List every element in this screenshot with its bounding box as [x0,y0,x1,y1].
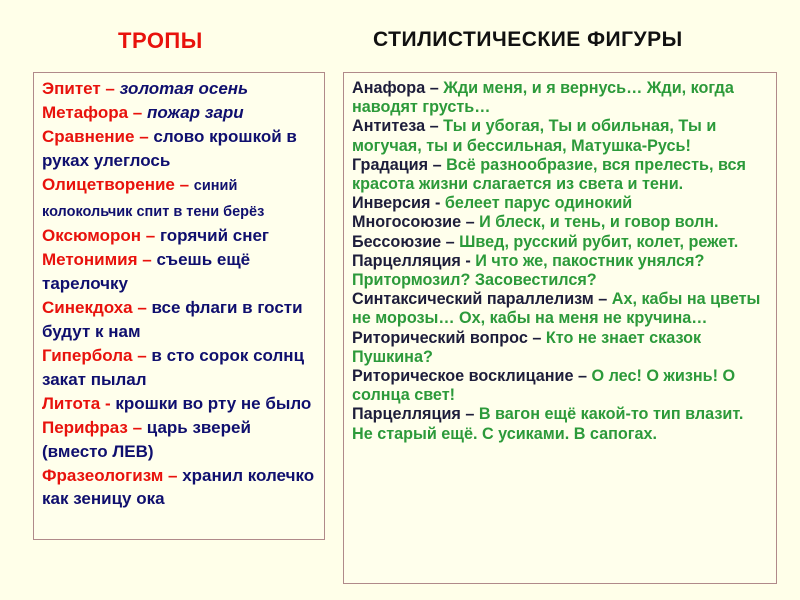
figure-rhetorical-question: Риторический вопрос – Кто не знает сказок Пушкина? [352,328,702,366]
trope-comparison: Сравнение – слово крошкой в руках улеглось [42,126,297,170]
figure-example: Ах, кабы на цветы не морозы… Ох, кабы на меня не кручина… [352,290,761,328]
figure-term: Риторическое восклицание [352,367,574,386]
trope-term: Эпитет [42,79,101,98]
tropes-heading: ТРОПЫ [118,28,203,53]
trope-synecdoche: Синекдоха – все флаги в гости будут к нам [42,298,303,342]
figure-example: Всё разнообразие, вся прелесть, вся красота жизни слагается из света и тени. [352,155,746,194]
trope-term: Перифраз [42,417,128,437]
trope-metonymy: Метонимия – съешь ещё тарелочку [42,250,251,294]
figure-example: белеет парус одинокий [444,194,633,213]
trope-term: Сравнение [42,126,135,146]
figure-example: В вагон ещё какой-то тип влазит. Не старый ещё. С усиками. В сапогах. [352,405,744,443]
figure-polysyndeton: Многосоюзие – И блеск, и тень, и говор волн. [352,213,719,232]
figure-gradation: Градация – Всё разнообразие, вся прелесть, вся красота жизни слагается из света и тени. [352,155,746,194]
figure-term: Синтаксический параллелизм [352,290,594,309]
trope-phraseologism: Фразеологизм – хранил колечко как зеницу ока [42,465,315,509]
figure-term: Инверсия [352,194,431,213]
trope-example: хранил колечко как зеницу ока [42,465,315,509]
figure-anaphora: Анафора – Жди меня, и я вернусь… Жди, когда наводят грусть… [352,79,734,117]
trope-litotes: Литота - крошки во рту не было [42,393,312,413]
trope-term: Гипербола [42,345,133,365]
figure-example: Жди меня, и я вернусь… Жди, когда наводят грусть… [352,79,734,117]
figure-example: Кто не знает сказок Пушкина? [352,328,702,366]
trope-example: съешь ещё тарелочку [42,250,251,294]
figure-rhetorical-exclamation: Риторическое восклицание – О лес! О жизнь! О солнца свет! [352,367,736,405]
trope-example: горячий снег [159,226,270,246]
figure-term: Парцелляция [352,251,461,270]
figure-parcellation: Парцелляция - И что же, пакостник унялся? Притормозил? Засовестился? [352,251,705,290]
figure-term: Анафора [352,79,426,97]
figure-term: Градация [352,155,429,174]
trope-example: синий колокольчик спит в тени берёз [42,177,265,220]
figure-syntactic-parallelism: Синтаксический параллелизм – Ах, кабы на цветы не морозы… Ох, кабы на меня не кручина… [352,290,761,328]
trope-oxymoron: Оксюморон – горячий снег [42,226,270,246]
trope-example: слово крошкой в руках улеглось [42,126,297,170]
figure-example: И что же, пакостник унялся? Притормозил? Засовестился? [352,251,705,290]
trope-term: Метафора [42,102,129,122]
trope-example: золотая осень [119,79,249,98]
trope-term: Оксюморон [42,226,142,246]
figure-example: И блеск, и тень, и говор волн. [479,213,719,232]
tropes-box [33,72,325,540]
figure-term: Многосоюзие [352,213,462,232]
figure-asyndeton: Бессоюзие – Швед, русский рубит, колет, режет. [352,232,739,251]
figure-antithesis: Антитеза – Ты и убогая, Ты и обильная, Ты и могучая, ты и бессильная, Матушка-Русь! [352,117,717,155]
trope-term: Фразеологизм [42,465,164,485]
stylistic-figures-box [343,72,777,584]
trope-metaphor: Метафора – пожар зари [42,102,244,122]
figure-inversion: Инверсия - белеет парус одинокий [352,194,633,213]
figure-term: Риторический вопрос [352,328,528,347]
trope-term: Олицетворение [42,174,175,194]
trope-hyperbole: Гипербола – в сто сорок солнц закат пылал [42,345,305,389]
trope-term: Литота [42,393,101,413]
trope-example: царь зверей (вместо ЛЕВ) [42,417,251,461]
figure-example: Швед, русский рубит, колет, режет. [459,232,739,251]
trope-term: Метонимия [42,250,138,270]
trope-periphrasis: Перифраз – царь зверей (вместо ЛЕВ) [42,417,251,461]
figure-term: Бессоюзие [352,232,442,251]
trope-example: все флаги в гости будут к нам [42,298,303,342]
figure-example: О лес! О жизнь! О солнца свет! [352,367,736,405]
trope-personification: Олицетворение – синий колокольчик спит в тени берёз [42,174,265,220]
figure-example: Ты и убогая, Ты и обильная, Ты и могучая, ты и бессильная, Матушка-Русь! [352,117,717,155]
figure-term: Антитеза [352,117,426,136]
trope-term: Синекдоха [42,298,133,318]
trope-example: пожар зари [146,102,244,122]
trope-epithet: Эпитет – золотая осень [42,79,249,98]
stylistic-figures-heading: СТИЛИСТИЧЕСКИЕ ФИГУРЫ [373,28,683,51]
trope-example: в сто сорок солнц закат пылал [42,345,305,389]
trope-example: крошки во рту не было [115,393,312,413]
figure-term: Парцелляция [352,405,461,424]
figure-parcellation-2: Парцелляция – В вагон ещё какой-то тип влазит. Не старый ещё. С усиками. В сапогах. [352,405,744,443]
